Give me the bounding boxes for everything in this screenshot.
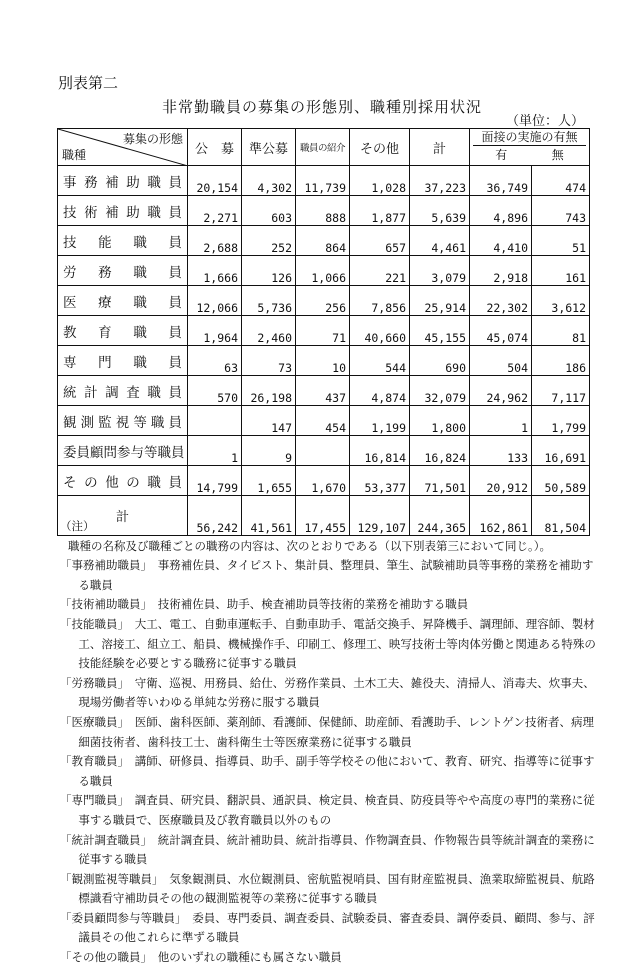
note-description: 気象観測員、水位観測員、密航監視哨員、国有財産監視員、漁業取締監視員、航路標識看守補助員その他の観測監視等の業務に従事する職員 bbox=[78, 871, 595, 906]
column-header: その他 bbox=[350, 129, 410, 166]
table-cell: 12,066 bbox=[188, 286, 242, 316]
table-cell: 11,739 bbox=[296, 166, 350, 196]
total-cell: 17,455 bbox=[296, 496, 350, 536]
note-term: 「専門職員」 bbox=[60, 793, 124, 808]
table-cell: 657 bbox=[350, 226, 410, 256]
table-cell: 1,800 bbox=[410, 406, 470, 436]
table-cell: 4,874 bbox=[350, 376, 410, 406]
total-cell: 244,365 bbox=[410, 496, 470, 536]
table-cell: 7,117 bbox=[532, 376, 590, 406]
row-category bbox=[58, 196, 188, 226]
note-term: 「委員顧問参与等職員」 bbox=[60, 910, 181, 925]
table-cell: 10 bbox=[296, 346, 350, 376]
table-cell: 743 bbox=[532, 196, 590, 226]
table-cell: 504 bbox=[470, 346, 532, 376]
table-cell: 690 bbox=[410, 346, 470, 376]
table-cell: 71 bbox=[296, 316, 350, 346]
column-header: 職員の紹介 bbox=[296, 129, 350, 166]
interview-no-header: 無 bbox=[551, 148, 564, 162]
row-category-label: そ の 他 の 職 員 bbox=[63, 474, 182, 491]
note-item bbox=[60, 948, 600, 968]
table-cell: 474 bbox=[532, 166, 590, 196]
total-cell: 162,861 bbox=[470, 496, 532, 536]
note-description: 医師、歯科医師、薬剤師、看護師、保健師、助産師、看護助手、レントゲン技術者、病理細菌技術者、歯科技工士、歯科衛生士等医療業務に従事する職員 bbox=[78, 714, 594, 749]
table-row bbox=[58, 256, 590, 286]
table-cell: 864 bbox=[296, 226, 350, 256]
notes-intro: 職種の名称及び職種ごとの職務の内容は、次のとおりである（以下別表第三において同じ。）。 bbox=[68, 538, 551, 553]
row-category bbox=[58, 256, 188, 286]
interview-header bbox=[470, 129, 590, 166]
table-cell: 133 bbox=[470, 436, 532, 466]
table-cell: 16,691 bbox=[532, 436, 590, 466]
table-row bbox=[58, 406, 590, 436]
page-title: 非常勤職員の募集の形態別、職種別採用状況 bbox=[161, 98, 482, 116]
table-cell: 2,688 bbox=[188, 226, 242, 256]
column-header: 準公募 bbox=[242, 129, 296, 166]
row-category bbox=[58, 346, 188, 376]
corner-header-bottom: 職種 bbox=[62, 148, 87, 162]
table-cell bbox=[188, 406, 242, 436]
row-category bbox=[58, 286, 188, 316]
table-cell: 45,155 bbox=[410, 316, 470, 346]
table-cell: 3,079 bbox=[410, 256, 470, 286]
note-description: 技術補佐員、助手、検査補助員等技術的業務を補助する職員 bbox=[157, 597, 469, 612]
table-cell: 2,460 bbox=[242, 316, 296, 346]
note-item bbox=[60, 870, 600, 909]
table-cell: 81 bbox=[532, 316, 590, 346]
table-row bbox=[58, 346, 590, 376]
table-cell: 71,501 bbox=[410, 466, 470, 496]
table-cell: 5,736 bbox=[242, 286, 296, 316]
table-row bbox=[58, 196, 590, 226]
table-cell bbox=[296, 436, 350, 466]
table-cell: 24,962 bbox=[470, 376, 532, 406]
note-item bbox=[60, 752, 600, 791]
table-cell: 1,670 bbox=[296, 466, 350, 496]
table-row bbox=[58, 166, 590, 196]
table-cell: 26,198 bbox=[242, 376, 296, 406]
total-label: 計 bbox=[58, 496, 188, 536]
note-item bbox=[60, 831, 600, 870]
table-cell: 126 bbox=[242, 256, 296, 286]
note-item bbox=[60, 595, 600, 615]
table-cell: 544 bbox=[350, 346, 410, 376]
table-cell: 1,028 bbox=[350, 166, 410, 196]
table-row bbox=[58, 376, 590, 406]
row-category-label: 委 員 顧 問 参 与 等 職 員 bbox=[63, 444, 185, 461]
row-category-label: 教 育 職 員 bbox=[63, 324, 182, 341]
note-term: 「その他の職員」 bbox=[60, 950, 147, 965]
table-cell: 1,799 bbox=[532, 406, 590, 436]
table-cell: 16,814 bbox=[350, 436, 410, 466]
note-description: 講師、研修員、指導員、助手、副手等学校その他において、教育、研究、指導等に従事する職員 bbox=[78, 754, 595, 788]
table-cell: 1,066 bbox=[296, 256, 350, 286]
row-category-label: 労 務 職 員 bbox=[63, 264, 182, 281]
note-description: 事務補佐員、タイピスト、集計員、整理員、筆生、試験補助員等事務的業務を補助する職員 bbox=[78, 558, 594, 592]
row-category-label: 事 務 補 助 職 員 bbox=[63, 174, 182, 191]
table-cell: 9 bbox=[242, 436, 296, 466]
interview-yes-header: 有 bbox=[495, 148, 508, 162]
corner-header-top: 募集の形態 bbox=[122, 132, 183, 146]
table-cell: 186 bbox=[532, 346, 590, 376]
table-cell: 1,655 bbox=[242, 466, 296, 496]
row-category bbox=[58, 406, 188, 436]
table-cell: 2,271 bbox=[188, 196, 242, 226]
table-cell: 45,074 bbox=[470, 316, 532, 346]
table-cell: 51 bbox=[532, 226, 590, 256]
total-cell: 129,107 bbox=[350, 496, 410, 536]
table-cell: 221 bbox=[350, 256, 410, 286]
row-category-label: 観 測 監 視 等 職 員 bbox=[63, 414, 182, 431]
note-item bbox=[60, 556, 600, 595]
table-cell: 25,914 bbox=[410, 286, 470, 316]
note-description: 統計調査員、統計補助員、統計指導員、作物調査員、作物報告員等統計調査的業務に従事する職員 bbox=[78, 832, 595, 867]
table-cell: 4,461 bbox=[410, 226, 470, 256]
note-description: 調査員、研究員、翻訳員、通訳員、検定員、検査員、防疫員等やや高度の専門的業務に従事する職員で、医療職員及び教育職員以外のもの bbox=[78, 793, 595, 827]
note-description: 大工、電工、自動車運転手、自動車助手、電話交換手、昇降機手、調理師、理容師、製材工、溶接工、組立工、船員、機械操作手、印刷工、修理工、映写技術士等肉体労働と関連ある特殊の技能経験を必要とする職務に従事する職員 bbox=[78, 616, 596, 671]
note-item bbox=[60, 909, 600, 948]
table-cell: 4,896 bbox=[470, 196, 532, 226]
table-cell: 161 bbox=[532, 256, 590, 286]
table-cell: 2,918 bbox=[470, 256, 532, 286]
notes-section bbox=[60, 517, 600, 968]
page-label: 別表第二 bbox=[58, 74, 119, 92]
table-cell: 256 bbox=[296, 286, 350, 316]
table-cell: 570 bbox=[188, 376, 242, 406]
table-cell: 7,856 bbox=[350, 286, 410, 316]
note-description: 他のいずれの職種にも属さない職員 bbox=[157, 950, 342, 965]
column-header: 公 募 bbox=[188, 129, 242, 166]
table-cell: 1 bbox=[188, 436, 242, 466]
note-term: 「医療職員」 bbox=[60, 714, 124, 729]
note-item bbox=[60, 674, 600, 713]
table-cell: 40,660 bbox=[350, 316, 410, 346]
header-row bbox=[58, 129, 590, 166]
table-cell: 53,377 bbox=[350, 466, 410, 496]
row-category-label: 専 門 職 員 bbox=[63, 354, 182, 371]
table-cell: 50,589 bbox=[532, 466, 590, 496]
total-cell: 81,504 bbox=[532, 496, 590, 536]
table-row bbox=[58, 436, 590, 466]
row-category-label: 統 計 調 査 職 員 bbox=[63, 384, 182, 401]
notes-heading: （注） bbox=[60, 519, 95, 533]
table-row bbox=[58, 226, 590, 256]
note-term: 「事務補助職員」 bbox=[60, 558, 147, 573]
table-cell: 454 bbox=[296, 406, 350, 436]
table-cell: 63 bbox=[188, 346, 242, 376]
table-cell: 4,410 bbox=[470, 226, 532, 256]
total-cell: 41,561 bbox=[242, 496, 296, 536]
table-row bbox=[58, 286, 590, 316]
table-cell: 20,912 bbox=[470, 466, 532, 496]
row-category-label: 技 能 職 員 bbox=[63, 234, 182, 251]
note-term: 「技術補助職員」 bbox=[60, 597, 147, 612]
table-cell: 5,639 bbox=[410, 196, 470, 226]
corner-header bbox=[58, 129, 188, 166]
table-cell: 32,079 bbox=[410, 376, 470, 406]
note-term: 「観測監視等職員」 bbox=[60, 871, 158, 886]
total-cell: 56,242 bbox=[188, 496, 242, 536]
table-cell: 252 bbox=[242, 226, 296, 256]
table-cell: 603 bbox=[242, 196, 296, 226]
table-cell: 20,154 bbox=[188, 166, 242, 196]
row-category bbox=[58, 466, 188, 496]
note-item bbox=[60, 791, 600, 830]
table-cell: 4,302 bbox=[242, 166, 296, 196]
row-category-label: 医 療 職 員 bbox=[63, 294, 182, 311]
table-cell: 147 bbox=[242, 406, 296, 436]
row-category bbox=[58, 436, 188, 466]
table-row bbox=[58, 316, 590, 346]
note-term: 「技能職員」 bbox=[60, 616, 124, 631]
row-category bbox=[58, 166, 188, 196]
note-term: 「労務職員」 bbox=[60, 675, 124, 690]
note-item bbox=[60, 713, 600, 752]
table-row bbox=[58, 466, 590, 496]
table-cell: 36,749 bbox=[470, 166, 532, 196]
note-description: 委員、専門委員、調査委員、試験委員、審査委員、調停委員、顧問、参与、評議員その他これらに準ずる職員 bbox=[78, 910, 595, 945]
table-cell: 1,964 bbox=[188, 316, 242, 346]
row-category bbox=[58, 316, 188, 346]
recruitment-table bbox=[57, 128, 590, 536]
table-cell: 73 bbox=[242, 346, 296, 376]
row-category-label: 技 術 補 助 職 員 bbox=[63, 204, 182, 221]
table-cell: 1,877 bbox=[350, 196, 410, 226]
note-term: 「教育職員」 bbox=[60, 754, 124, 769]
unit-label: （単位：人） bbox=[505, 114, 584, 129]
table-cell: 437 bbox=[296, 376, 350, 406]
table-cell: 888 bbox=[296, 196, 350, 226]
note-item bbox=[60, 615, 600, 674]
note-term: 「統計調査職員」 bbox=[60, 832, 147, 847]
table-cell: 37,223 bbox=[410, 166, 470, 196]
table-cell: 1 bbox=[470, 406, 532, 436]
table-cell: 3,612 bbox=[532, 286, 590, 316]
table-cell: 14,799 bbox=[188, 466, 242, 496]
column-header: 計 bbox=[410, 129, 470, 166]
table-cell: 16,824 bbox=[410, 436, 470, 466]
row-category bbox=[58, 226, 188, 256]
table-cell: 1,199 bbox=[350, 406, 410, 436]
table-cell: 22,302 bbox=[470, 286, 532, 316]
row-category bbox=[58, 376, 188, 406]
table-cell: 1,666 bbox=[188, 256, 242, 286]
note-description: 守衛、巡視、用務員、給仕、労務作業員、土木工夫、雑役夫、清掃人、消毒夫、炊事夫、現場労働者等いわゆる単純な労務に服する職員 bbox=[78, 675, 595, 710]
interview-header-label: 面接の実施の有無 bbox=[473, 129, 586, 146]
